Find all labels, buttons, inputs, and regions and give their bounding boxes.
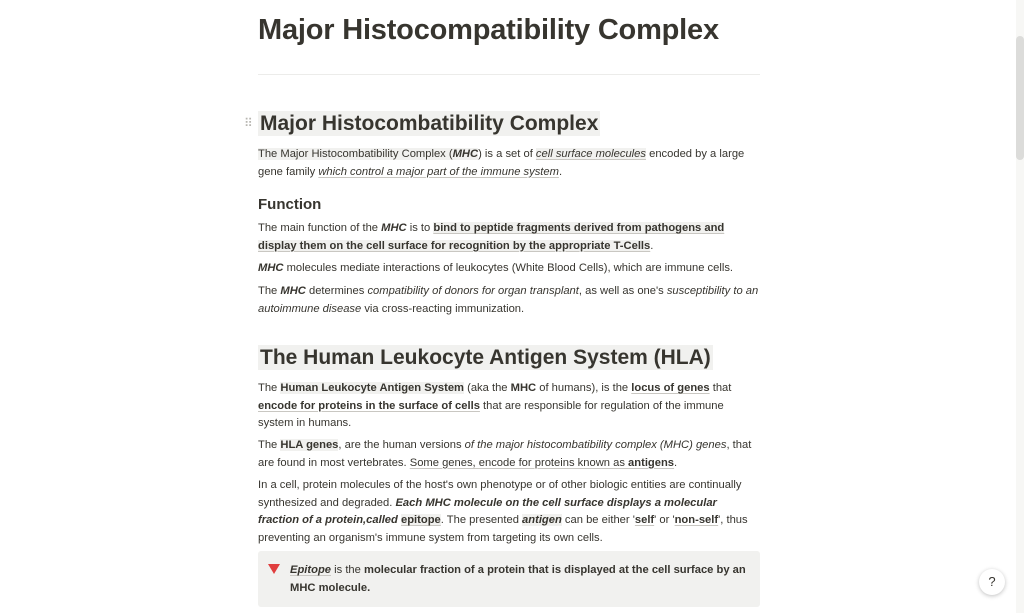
mhc-term: MHC bbox=[452, 148, 479, 160]
page-title[interactable]: Major Histocompatibility Complex bbox=[258, 14, 719, 46]
paragraph-text: that are responsible for regulation of the immune system in humans. bbox=[258, 399, 724, 429]
function-paragraph-2[interactable] bbox=[258, 260, 760, 278]
section-heading-hla-text: The Human Leukocyte Antigen System (HLA) bbox=[260, 346, 711, 369]
hla-paragraph-3[interactable] bbox=[258, 477, 760, 547]
paragraph-text: that bbox=[709, 382, 732, 394]
cell-surface-term: cell surface molecules bbox=[535, 148, 646, 160]
section-heading-mhc[interactable] bbox=[258, 112, 600, 136]
paragraph-text: , that are found in most vertebrates. bbox=[258, 439, 752, 469]
scrollbar-thumb[interactable] bbox=[1016, 36, 1024, 160]
epitope-term: Epitope bbox=[290, 564, 332, 576]
red-triangle-icon[interactable] bbox=[268, 564, 280, 574]
paragraph-text: The bbox=[258, 285, 281, 297]
intro-paragraph[interactable] bbox=[258, 146, 760, 181]
encode-proteins-term: encode for proteins in the surface of cells bbox=[258, 399, 480, 412]
immune-control-term: which control a major part of the immune system bbox=[318, 165, 559, 178]
hla-paragraph-2[interactable] bbox=[258, 437, 760, 472]
paragraph-text: In a cell, protein molecules of the host's own phenotype or of other biologic entities are continually synthesized and degraded. bbox=[258, 479, 742, 509]
function-heading[interactable]: Function bbox=[258, 196, 322, 213]
hla-genes-term: HLA genes bbox=[280, 439, 339, 451]
paragraph-text: . bbox=[650, 239, 654, 252]
non-self-term: non-self bbox=[674, 514, 719, 526]
paragraph-text: is to bbox=[406, 222, 434, 234]
function-paragraph-3[interactable] bbox=[258, 283, 760, 318]
mhc-genes-term: of the major histocombatibility complex (MHC) genes bbox=[464, 439, 727, 451]
section-heading-mhc-text: Major Histocombatibility Complex bbox=[260, 112, 599, 135]
mhc-term: MHC bbox=[258, 262, 284, 274]
epitope-definition: molecular fraction of a protein that is displayed at the cell surface by an MHC molecule. bbox=[290, 564, 746, 594]
paragraph-text: , are the human versions bbox=[338, 439, 465, 451]
antigen-genes-text: Some genes, encode for proteins known as bbox=[409, 456, 629, 469]
organ-transplant-term: compatibility of donors for organ transplant bbox=[367, 285, 579, 297]
paragraph-text: . The presented bbox=[440, 514, 523, 526]
hla-paragraph-1[interactable] bbox=[258, 380, 760, 433]
callout-body: is the bbox=[331, 564, 364, 576]
paragraph-text: ', thus preventing an organism's immune system from targeting its own cells. bbox=[258, 514, 748, 544]
function-paragraph-1[interactable] bbox=[258, 220, 760, 255]
antigens-term: antigens bbox=[628, 456, 675, 469]
paragraph-text: The bbox=[258, 439, 281, 451]
intro-text: The Major Histocombatibility Complex ( bbox=[258, 148, 453, 160]
epitope-term: epitope bbox=[400, 514, 441, 526]
mhc-display-text: Each MHC molecule on the cell surface displays a molecular fraction of a protein,called bbox=[258, 496, 717, 526]
hla-system-term: Human Leukocyte Antigen System bbox=[280, 382, 464, 394]
paragraph-text: , as well as one's bbox=[578, 285, 667, 297]
paragraph-text: of humans), is the bbox=[536, 382, 632, 394]
function-definition: bind to peptide fragments derived from pathogens and display them on the cell surface for recognition by the appropriate T-Cells bbox=[258, 222, 725, 252]
self-term: self bbox=[634, 514, 655, 526]
intro-text: . bbox=[558, 165, 563, 178]
paragraph-text: determines bbox=[305, 285, 368, 297]
intro-text: ) is a set of bbox=[478, 148, 536, 160]
mhc-term: MHC bbox=[510, 382, 537, 394]
paragraph-text: The main function of the bbox=[258, 222, 382, 234]
callout-text bbox=[290, 562, 750, 597]
paragraph-text: The bbox=[258, 382, 281, 394]
paragraph-text: (aka the bbox=[464, 382, 511, 394]
paragraph-text: via cross-reacting immunization. bbox=[361, 302, 525, 315]
epitope-callout[interactable] bbox=[258, 551, 760, 607]
section-heading-hla[interactable] bbox=[258, 346, 713, 370]
paragraph-text: ' or ' bbox=[654, 514, 675, 526]
autoimmune-term: susceptibility to an autoimmune disease bbox=[258, 285, 759, 315]
antigen-term: antigen bbox=[522, 514, 562, 526]
paragraph-text: can be either ' bbox=[561, 514, 635, 526]
help-button[interactable]: ? bbox=[979, 569, 1005, 595]
drag-handle-icon[interactable]: ⠿ bbox=[244, 116, 253, 130]
mhc-term: MHC bbox=[381, 222, 407, 234]
locus-term: locus of genes bbox=[631, 382, 710, 394]
paragraph-text: molecules mediate interactions of leukocytes (White Blood Cells), which are immune cells. bbox=[283, 262, 734, 274]
paragraph-text: . bbox=[674, 456, 678, 469]
scrollbar[interactable] bbox=[1016, 0, 1024, 613]
mhc-term: MHC bbox=[280, 285, 306, 297]
title-divider bbox=[258, 74, 760, 75]
intro-text: encoded by a large gene family bbox=[258, 148, 745, 178]
